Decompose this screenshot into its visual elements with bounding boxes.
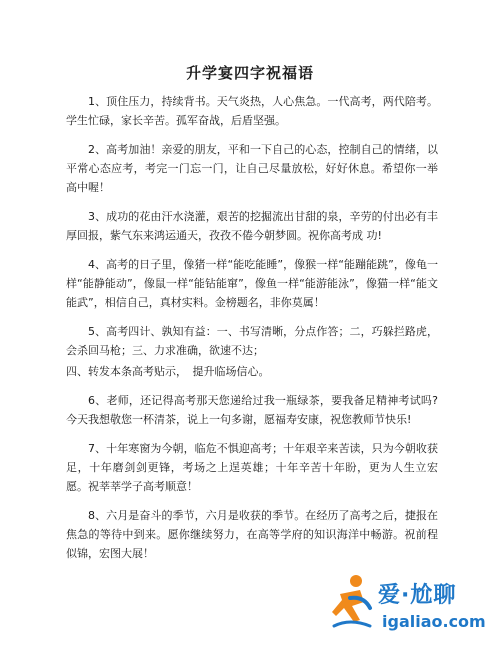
blessing-paragraph-6: 6、老师，还记得高考那天您递给过我一瓶绿茶，要我备足精神考试吗?今天我想敬您一杯清茶，说上一句多谢，愿福寿安康，祝您教师节快乐!	[66, 394, 438, 426]
blessing-paragraph-2: 2、高考加油！亲爱的朋友，平和一下自己的心态，控制自己的情绪，以平常心态应考，考完一门忘一门，让自己尽量放松，好好休息。希望你一举高中喔！	[66, 143, 438, 194]
document-body	[66, 92, 438, 573]
blessing-paragraph-1: 1、顶住压力，持续背书。天气炎热，人心焦急。一代高考，两代陪考。学生忙碌，家长辛苦。孤军奋战，后盾坚强。	[66, 95, 438, 127]
watermark-site-name: 爱·尬聊	[378, 583, 457, 608]
blessing-paragraph-5: 5、高考四计、孰知有益：一、书写清晰，分点作答；二，巧躲拦路虎，会杀回马枪；三、力求准确，欲速不达；	[66, 325, 438, 357]
blessing-paragraph-8: 8、六月是奋斗的季节，六月是收获的季节。在经历了高考之后，捷报在焦急的等待中到来。愿你继续努力，在高等学府的知识海洋中畅游。祝前程似锦，宏图大展！	[66, 509, 438, 560]
blessing-paragraph-3: 3、成功的花由汗水浇灌，艰苦的挖掘流出甘甜的泉，辛劳的付出必有丰厚回报，紫气东来鸿运通天，孜孜不倦今朝梦圆。祝你高考成 功!	[66, 210, 438, 242]
blessing-paragraph-7: 7、十年寒窗为今朝，临危不惧迎高考；十年艰辛来苦读，只为今朝收获足，十年磨剑剑更锋，考场之上逞英雄；十年辛苦十年盼，更为人生立宏愿。祝莘莘学子高考顺意！	[66, 442, 438, 493]
running-person-logo-icon	[330, 572, 374, 632]
blessing-paragraph-5-line-4: 四、转发本条高考贴示， 提升临场信心。	[66, 365, 270, 378]
watermark-url: igaliao.com	[382, 612, 486, 631]
blessing-paragraph-4: 4、高考的日子里，像猪一样“能吃能睡”，像猴一样“能蹦能跳”，像龟一样“能静能动”，像鼠一样“能钻能窜”，像鱼一样“能游能泳”，像猫一样“能文能武”，相信自己，真材实料。金榜题名，非你莫属！	[66, 258, 438, 309]
page-title: 升学宴四字祝福语	[185, 64, 314, 82]
site-watermark	[330, 568, 500, 648]
